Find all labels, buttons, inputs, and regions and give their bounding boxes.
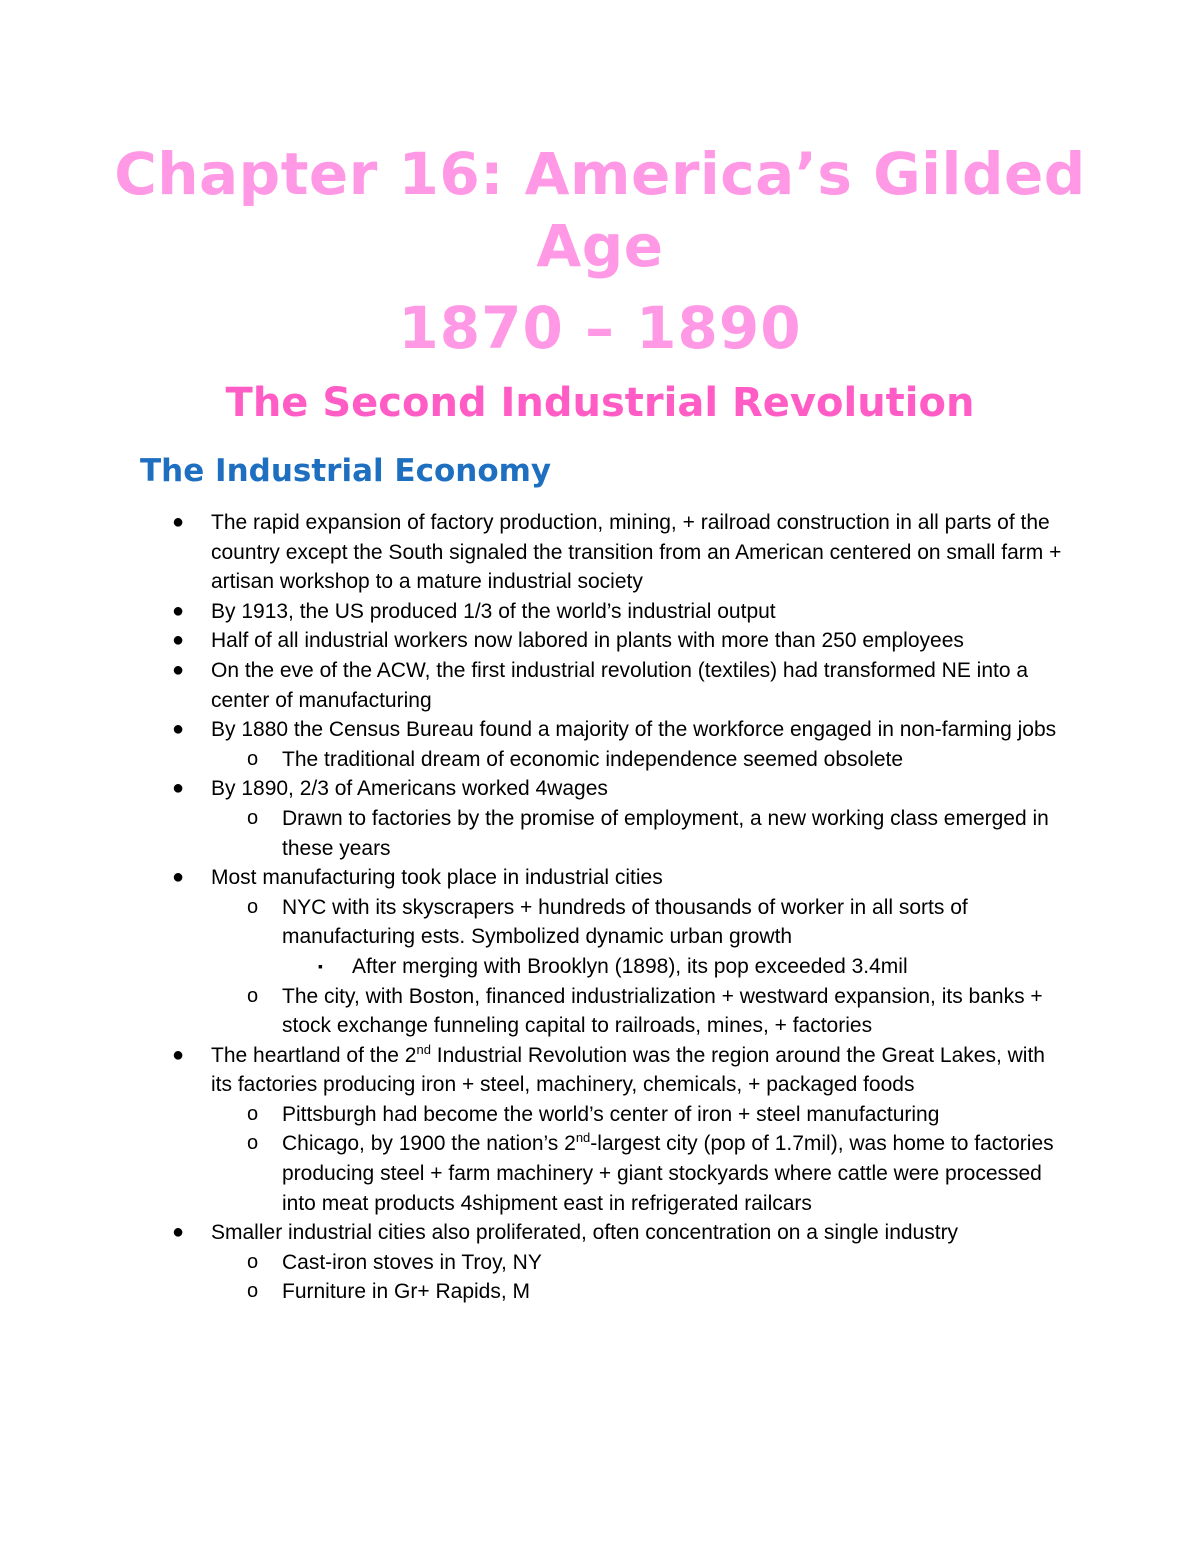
list-item-text: NYC with its skyscrapers + hundreds of thousands of worker in all sorts of manufacturing ests. Symbolized dynamic urban growth [282,895,968,949]
list-item-text: Furniture in Gr+ Rapids, M [282,1280,531,1304]
bullet-dot-icon: ● [172,658,185,681]
list-item [0,626,1071,656]
list-item [0,656,1071,715]
list-item [0,863,1071,893]
list-item [0,774,1071,804]
list-item-text: Smaller industrial cities also proliferated, often concentration on a single industry [211,1221,959,1245]
bullet-dot-icon: ● [172,599,185,622]
bullet-circle-icon: o [247,895,259,918]
chapter-title-line2: Age [536,212,664,280]
sub-list-item [0,1277,1072,1307]
bullet-dot-icon: ● [172,1221,185,1244]
list-item-text: The heartland of the 2nd Industrial Revolution was the region around the Great Lakes, with its factories producing iron + steel, machinery, chemicals, + packaged foods [211,1041,1045,1097]
list-item [0,1041,1071,1100]
bullet-circle-icon: o [247,1250,259,1273]
sub-sub-list-item [0,952,1072,982]
bullet-dot-icon: ● [172,1043,185,1066]
list-item-text: The traditional dream of economic independence seemed obsolete [282,747,904,771]
bullet-list [0,508,1200,1307]
list-item-text: Chicago, by 1900 the nation’s 2nd-largest city (pop of 1.7mil), was home to factories producing steel + farm machinery + giant stockyards where cattle were processed into meat products 4shipment east in refrigerated railcars [282,1130,1054,1215]
list-item-text: After merging with Brooklyn (1898), its pop exceeded 3.4mil [352,954,908,978]
bullet-circle-icon: o [247,747,259,770]
bullet-dot-icon: ● [172,866,185,889]
bullet-circle-icon: o [247,1280,259,1303]
bullet-dot-icon: ● [172,777,185,800]
bullet-dot-icon: ● [172,718,185,741]
list-item-text: Pittsburgh had become the world’s center of iron + steel manufacturing [282,1102,940,1126]
sub-list-item [0,1100,1072,1130]
bullet-dot-icon: ● [172,629,185,652]
list-item [0,508,1071,597]
list-item-text: Most manufacturing took place in industrial cities [211,866,663,890]
list-item-text: The city, with Boston, financed industrialization + westward expansion, its banks + stock exchange funneling capital to railroads, mines, + factories [282,984,1043,1038]
sub-list-item [0,1248,1072,1278]
chapter-years: 1870 – 1890 [398,294,802,362]
bullet-circle-icon: o [247,984,259,1007]
list-item-text: Half of all industrial workers now labored in plants with more than 250 employees [211,629,964,653]
list-item-text: By 1890, 2/3 of Americans worked 4wages [211,777,608,801]
list-item-text: Drawn to factories by the promise of employment, a new working class emerged in these years [282,806,1049,860]
list-item [0,597,1071,627]
section-subtitle: The Second Industrial Revolution [225,380,975,426]
list-item [0,1218,1071,1248]
section-heading: The Industrial Economy [140,453,552,489]
list-item-text: The rapid expansion of factory production, mining, + railroad construction in all parts of the country except the South signaled the transition from an American centered on small farm + artisan workshop to a mature industrial society [211,511,1062,594]
list-item-text: Cast-iron stoves in Troy, NY [282,1250,542,1274]
bullet-circle-icon: o [247,1132,259,1155]
notes-body [0,508,1200,1307]
list-item [0,715,1071,745]
chapter-title-line1: Chapter 16: America’s Gilded [114,140,1086,208]
sub-list-item [0,804,1072,863]
sub-list-item [0,982,1072,1041]
sub-list-item [0,893,1072,952]
sub-list-item [0,745,1072,775]
sub-list-item [0,1129,1072,1218]
list-item-text: By 1913, the US produced 1/3 of the world’s industrial output [211,599,776,623]
list-item-text: By 1880 the Census Bureau found a majority of the workforce engaged in non-farming jobs [211,718,1057,742]
bullet-circle-icon: o [247,1102,259,1125]
bullet-dot-icon: ● [172,511,185,533]
bullet-square-icon: ▪ [318,957,323,974]
list-item-text: On the eve of the ACW, the first industrial revolution (textiles) had transformed NE into a center of manufacturing [211,658,1029,712]
bullet-circle-icon: o [247,806,259,829]
